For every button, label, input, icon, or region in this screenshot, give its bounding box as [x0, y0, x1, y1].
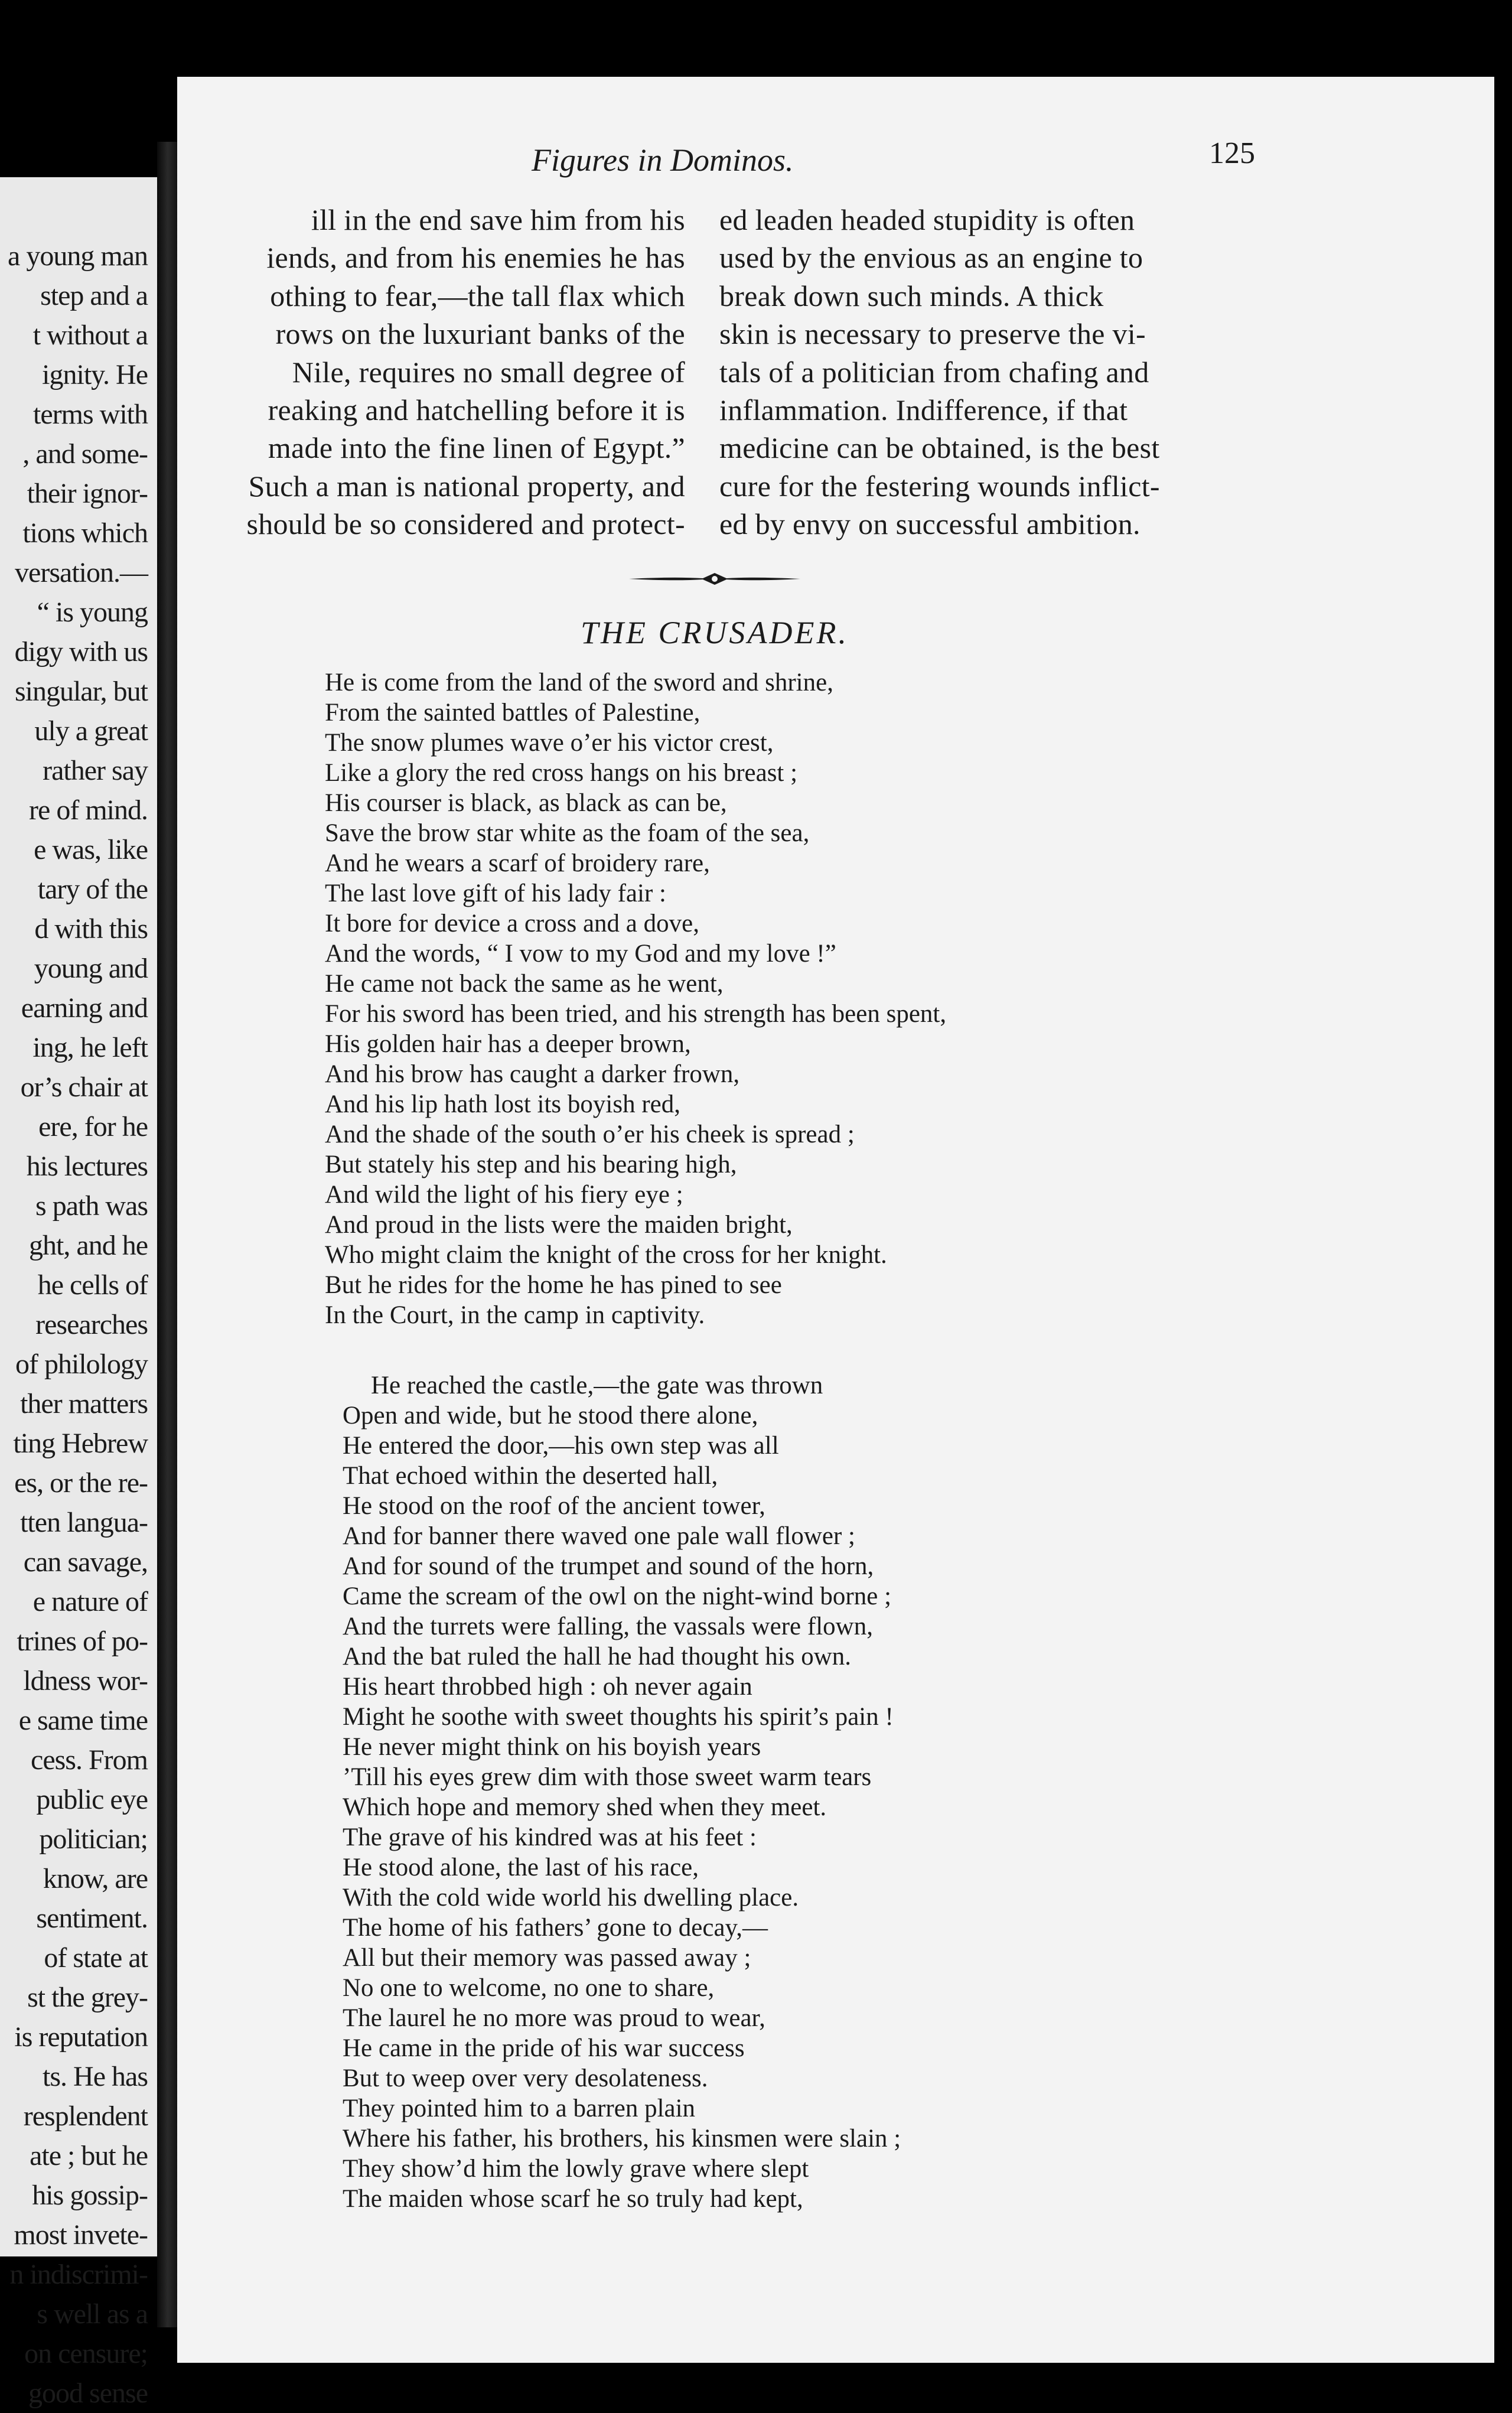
poem-line: And he wears a scarf of broidery rare,	[325, 849, 710, 877]
facing-page-fragment	[0, 177, 158, 2409]
poem-line: Which hope and memory shed when they meet.	[343, 1793, 827, 1821]
poem-line: He came in the pride of his war success	[343, 2034, 745, 2062]
facing-page-line: know, are	[43, 1863, 148, 1894]
facing-page-line: young and	[34, 953, 148, 984]
facing-page-line: of philology	[15, 1349, 148, 1380]
prose-line: othing to fear,—the tall flax which	[270, 279, 685, 312]
poem-line: But to weep over very desolateness.	[343, 2064, 708, 2092]
prose-column-right	[719, 201, 1257, 543]
poem-line: His courser is black, as black as can be,	[325, 789, 727, 817]
facing-page-line: step and a	[40, 280, 148, 311]
facing-page-line: his gossip-	[32, 2180, 148, 2211]
facing-page-line: re of mind.	[29, 794, 148, 826]
prose-line: Nile, requires no small degree of	[292, 355, 685, 389]
facing-page-line: politician;	[39, 1823, 148, 1855]
facing-page-line: most invete-	[14, 2219, 148, 2251]
facing-page-line: tions which	[22, 517, 148, 549]
poem-line: And the shade of the south o’er his cheek is spread ;	[325, 1121, 855, 1148]
poem-line: Who might claim the knight of the cross for her knight.	[325, 1241, 887, 1269]
facing-page-line: ting Hebrew	[13, 1428, 148, 1459]
poem-line: He entered the door,—his own step was all	[343, 1432, 779, 1460]
poem-line: He stood alone, the last of his race,	[343, 1854, 699, 1881]
poem-stanza-2	[343, 1370, 901, 2214]
facing-page-line: he cells of	[37, 1269, 148, 1301]
poem-line: The last love gift of his lady fair :	[325, 880, 666, 907]
prose-line: iends, and from his enemies he has	[266, 241, 685, 275]
poem-line: Might he soothe with sweet thoughts his spirit’s pain !	[343, 1703, 894, 1731]
poem-line: He reached the castle,—the gate was thrown	[371, 1372, 823, 1399]
prose-line: made into the fine linen of Egypt.”	[268, 431, 685, 465]
facing-page-line: n indiscrimi-	[9, 2259, 148, 2290]
poem-line: All but their memory was passed away ;	[343, 1944, 751, 1972]
facing-page-line: ere, for he	[38, 1111, 148, 1142]
poem-line: For his sword has been tried, and his strength has been spent,	[325, 1000, 947, 1028]
prose-line: ed leaden headed stupidity is often	[719, 203, 1135, 236]
poem-line: And proud in the lists were the maiden bright,	[325, 1211, 793, 1239]
facing-page-line: sentiment.	[36, 1903, 148, 1934]
poem-line: ’Till his eyes grew dim with those sweet warm tears	[343, 1763, 872, 1791]
poem-line: And the turrets were falling, the vassals were flown,	[343, 1613, 873, 1640]
facing-page-line: resplendent	[23, 2101, 148, 2132]
poem-line: The snow plumes wave o’er his victor crest,	[325, 729, 774, 757]
poem-line: He came not back the same as he went,	[325, 970, 724, 998]
poem-line: Open and wide, but he stood there alone,	[343, 1402, 758, 1429]
facing-page-line: es, or the re-	[14, 1467, 148, 1499]
poem-line: With the cold wide world his dwelling place.	[343, 1884, 799, 1911]
facing-page-line: is reputation	[14, 2021, 148, 2053]
poem-line: But he rides for the home he has pined to see	[325, 1271, 782, 1299]
facing-page-line: , and some-	[22, 438, 148, 470]
poem-line: And the words, “ I vow to my God and my love !”	[325, 940, 836, 968]
prose-line: rows on the luxuriant banks of the	[275, 317, 685, 351]
poem-line: But stately his step and his bearing high,	[325, 1151, 737, 1178]
facing-page-line: ght, and he	[29, 1230, 148, 1261]
prose-column-left	[177, 201, 685, 543]
poem-line: And the bat ruled the hall he had thought his own.	[343, 1643, 852, 1670]
prose-line: inflammation. Indifference, if that	[719, 393, 1128, 426]
facing-page-line: public eye	[36, 1784, 148, 1815]
running-head-title: Figures in Dominos.	[532, 142, 794, 178]
facing-page-line: s path was	[35, 1190, 148, 1222]
prose-line: ill in the end save him from his	[311, 203, 685, 236]
facing-page-line: tary of the	[37, 874, 148, 905]
facing-page-line: or’s chair at	[20, 1072, 148, 1103]
section-divider-ornament	[626, 567, 803, 591]
facing-page-line: a young man	[8, 240, 148, 272]
facing-page-line: ing, he left	[32, 1032, 148, 1063]
facing-page-line: terms with	[33, 399, 148, 430]
facing-page-line: d with this	[34, 913, 148, 945]
prose-line: reaking and hatchelling before it is	[268, 393, 685, 426]
facing-page-line: on censure;	[24, 2338, 148, 2369]
prose-line: used by the envious as an engine to	[719, 241, 1143, 275]
facing-page-line: researches	[35, 1309, 148, 1340]
facing-page-line: good sense	[28, 2378, 148, 2409]
prose-line: tals of a politician from chafing and	[719, 355, 1149, 389]
poem-line: They show’d him the lowly grave where slept	[343, 2155, 809, 2183]
poem-line: In the Court, in the camp in captivity.	[325, 1301, 705, 1329]
prose-line: break down such minds. A thick	[719, 279, 1104, 312]
poem-line: And wild the light of his fiery eye ;	[325, 1181, 683, 1209]
facing-page-line: “ is young	[37, 597, 148, 628]
prose-line: ed by envy on successful ambition.	[719, 507, 1140, 541]
facing-page-line: e same time	[18, 1705, 148, 1736]
poem-line: They pointed him to a barren plain	[343, 2095, 696, 2122]
poem-line: No one to welcome, no one to share,	[343, 1974, 715, 2002]
poem-title: THE CRUSADER.	[581, 615, 849, 650]
facing-page-line: ldness wor-	[23, 1665, 148, 1696]
poem-line: Save the brow star white as the foam of the sea,	[325, 819, 810, 847]
facing-page-line: his lectures	[26, 1151, 148, 1182]
poem-line: He is come from the land of the sword and shrine,	[325, 669, 833, 696]
facing-page-line: e nature of	[32, 1586, 148, 1617]
book-page	[177, 77, 1494, 2363]
poem-line: The laurel he no more was proud to wear,	[343, 2004, 765, 2032]
poem-line: Came the scream of the owl on the night-wind borne ;	[343, 1582, 892, 1610]
prose-line: should be so considered and protect-	[246, 507, 685, 541]
poem-line: And for banner there waved one pale wall flower ;	[343, 1522, 855, 1550]
poem-line: Where his father, his brothers, his kinsmen were slain ;	[343, 2125, 901, 2153]
running-head	[177, 136, 1494, 183]
facing-page-line: singular, but	[14, 676, 148, 707]
facing-page-line: of state at	[44, 1942, 148, 1974]
prose-line: skin is necessary to preserve the vi-	[719, 317, 1146, 351]
facing-page-line: rather say	[43, 755, 148, 786]
facing-page-line: earning and	[21, 992, 148, 1024]
facing-page-text	[8, 236, 148, 2413]
poem-line: He stood on the roof of the ancient tower,	[343, 1492, 765, 1520]
facing-page-line: ate ; but he	[30, 2140, 148, 2171]
poem-line: The home of his fathers’ gone to decay,—	[343, 1914, 768, 1942]
prose-line: Such a man is national property, and	[248, 469, 685, 503]
poem-line: His golden hair has a deeper brown,	[325, 1030, 691, 1058]
poem-line: The grave of his kindred was at his feet :	[343, 1823, 757, 1851]
poem-line: He never might think on his boyish years	[343, 1733, 761, 1761]
facing-page-line: e was, like	[34, 834, 148, 865]
facing-page-line: trines of po-	[17, 1626, 148, 1657]
poem-line: And his brow has caught a darker frown,	[325, 1060, 740, 1088]
facing-page-line: can savage,	[23, 1546, 148, 1578]
facing-page-line: their ignor-	[27, 478, 148, 509]
facing-page-line: digy with us	[14, 636, 148, 667]
poem-line: And his lip hath lost its boyish red,	[325, 1090, 680, 1118]
facing-page-line: uly a great	[34, 715, 148, 747]
facing-page-line: ignity. He	[42, 359, 148, 390]
poem-line: Like a glory the red cross hangs on his breast ;	[325, 759, 798, 787]
poem-line: His heart throbbed high : oh never again	[343, 1673, 752, 1701]
facing-page-line: cess. From	[31, 1744, 148, 1776]
poem-stanza-1	[325, 667, 946, 1330]
facing-page-line: ts. He has	[43, 2061, 148, 2092]
page-number: 125	[1209, 136, 1255, 170]
facing-page-line: s well as a	[37, 2298, 148, 2330]
poem-line: That echoed within the deserted hall,	[343, 1462, 718, 1490]
prose-line: medicine can be obtained, is the best	[719, 431, 1160, 465]
poem-line: The maiden whose scarf he so truly had kept,	[343, 2185, 803, 2213]
poem-line: From the sainted battles of Palestine,	[325, 699, 700, 727]
facing-page-line: t without a	[32, 320, 148, 351]
facing-page-line: st the grey-	[27, 1982, 148, 2013]
facing-page-line: tten langua-	[20, 1507, 148, 1538]
prose-line: cure for the festering wounds inflict-	[719, 469, 1160, 503]
poem-line: It bore for device a cross and a dove,	[325, 910, 699, 937]
facing-page-line: ther matters	[20, 1388, 148, 1419]
poem-line: And for sound of the trumpet and sound of the horn,	[343, 1552, 874, 1580]
facing-page-line: versation.—	[15, 557, 148, 588]
